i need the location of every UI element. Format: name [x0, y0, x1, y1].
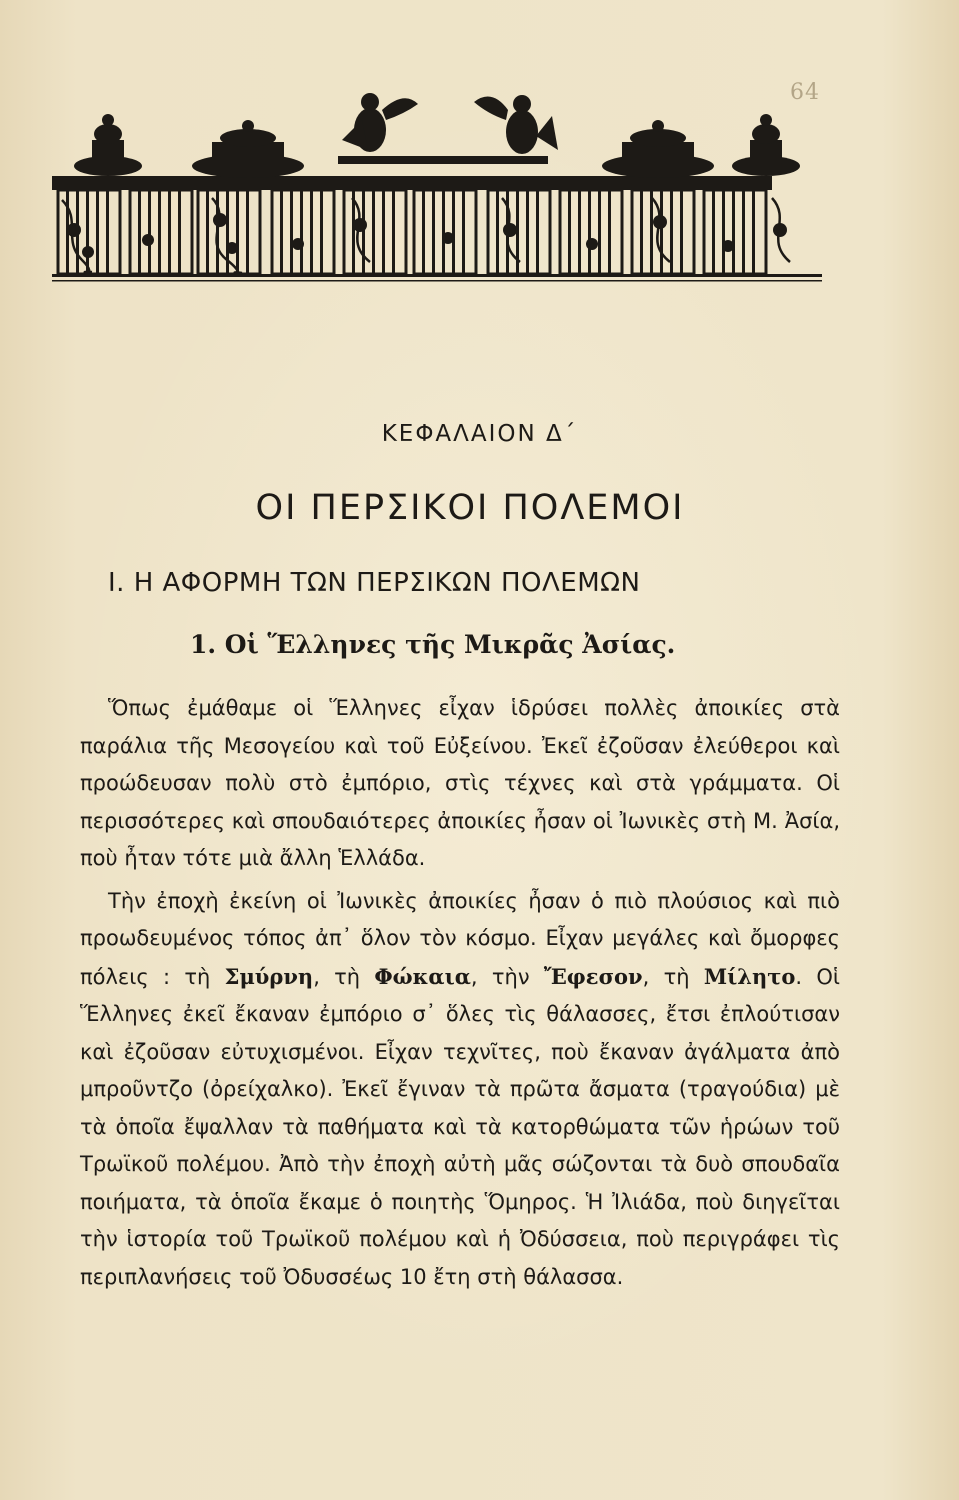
page-number: 64	[790, 80, 820, 105]
text-segment: , τὴν	[470, 964, 544, 989]
main-title: ΟΙ ΠΕΡΣΙΚΟΙ ΠΟΛΕΜΟΙ	[255, 488, 685, 528]
chapter-label: ΚΕΦΑΛΑΙΟΝ Δ΄	[381, 421, 578, 447]
text-segment: , τὴ	[642, 964, 704, 989]
text-segment: , τὴ	[313, 964, 375, 989]
header-ornament-illustration	[52, 80, 822, 290]
paragraph-2	[80, 883, 840, 1297]
city-smyrna: Σμύρνη	[224, 963, 314, 989]
section-title: Ι. Η ΑΦΟΡΜΗ ΤΩΝ ΠΕΡΣΙΚΩΝ ΠΟΛΕΜΩΝ	[108, 568, 641, 598]
body-text	[80, 690, 840, 1296]
text-segment: . Οἱ Ἕλληνες ἐκεῖ ἔκαναν ἐμπόριο σ᾽ ὅλες τὶς θάλασσες, ἔτσι ἐπλούτισαν καὶ ἐζοῦσαν εὐτυχισμένοι. Εἶχαν τεχνῖτες, ποὺ ἔκαναν ἀγάλματα ἀπὸ μπροῦντζο (ὀρείχαλκο). Ἐκεῖ ἔγιναν τὰ πρῶτα ἄσματα (τραγούδια) μὲ τὰ ὁποῖα ἔψαλλαν τὰ παθήματα καὶ τὰ κατορθώματα τῶν ἡρώων τοῦ Τρωϊκοῦ πολέμου. Ἀπὸ τὴν ἐποχὴ αὐτὴ μᾶς σώζονται τὰ δυὸ σπουδαῖα ποιήματα, τὰ ὁποῖα ἔκαμε ὁ ποιητὴς Ὅμηρος. Ἡ Ἰλιάδα, ποὺ διηγεῖται τὴν ἱστορία τοῦ Τρωϊκοῦ πολέμου καὶ ἡ Ὀδύσσεια, ποὺ περιγράφει τὶς περιπλανήσεις τοῦ Ὀδυσσέως 10 ἔτη στὴ θάλασσα.	[80, 964, 840, 1289]
city-phocaea: Φώκαια	[374, 963, 471, 989]
subsection-title: 1. Οἱ Ἕλληνες τῆς Μικρᾶς Ἀσίας.	[190, 630, 676, 659]
paragraph-1: Ὅπως ἐμάθαμε οἱ Ἕλληνες εἶχαν ἱδρύσει πολλὲς ἀποικίες στὰ παράλια τῆς Μεσογείου καὶ τοῦ Εὐξείνου. Ἐκεῖ ἐζοῦσαν ἐλεύθεροι καὶ προώδευσαν πολὺ στὸ ἐμπόριο, στὶς τέχνες καὶ στὰ γράμματα. Οἱ περισσότερες καὶ σπουδαιότερες ἀποικίες ἦσαν οἱ Ἰωνικὲς στὴ Μ. Ἀσία, ποὺ ἦταν τότε μιὰ ἄλλη Ἑλλάδα.	[80, 696, 840, 870]
city-ephesus: Ἔφεσον	[543, 963, 643, 989]
text-segment: Τὴν ἐποχὴ ἐκείνη οἱ Ἰωνικὲς ἀποικίες ἦσαν ὁ πιὸ πλούσιος καὶ πιὸ προωδευμένος τόπος ἀπ᾽ ὅλον τὸν κόσμο. Εἶχαν μεγάλες καὶ ὄμορφες πόλεις : τὴ	[80, 888, 840, 989]
city-miletus: Μίλητο	[703, 963, 796, 989]
